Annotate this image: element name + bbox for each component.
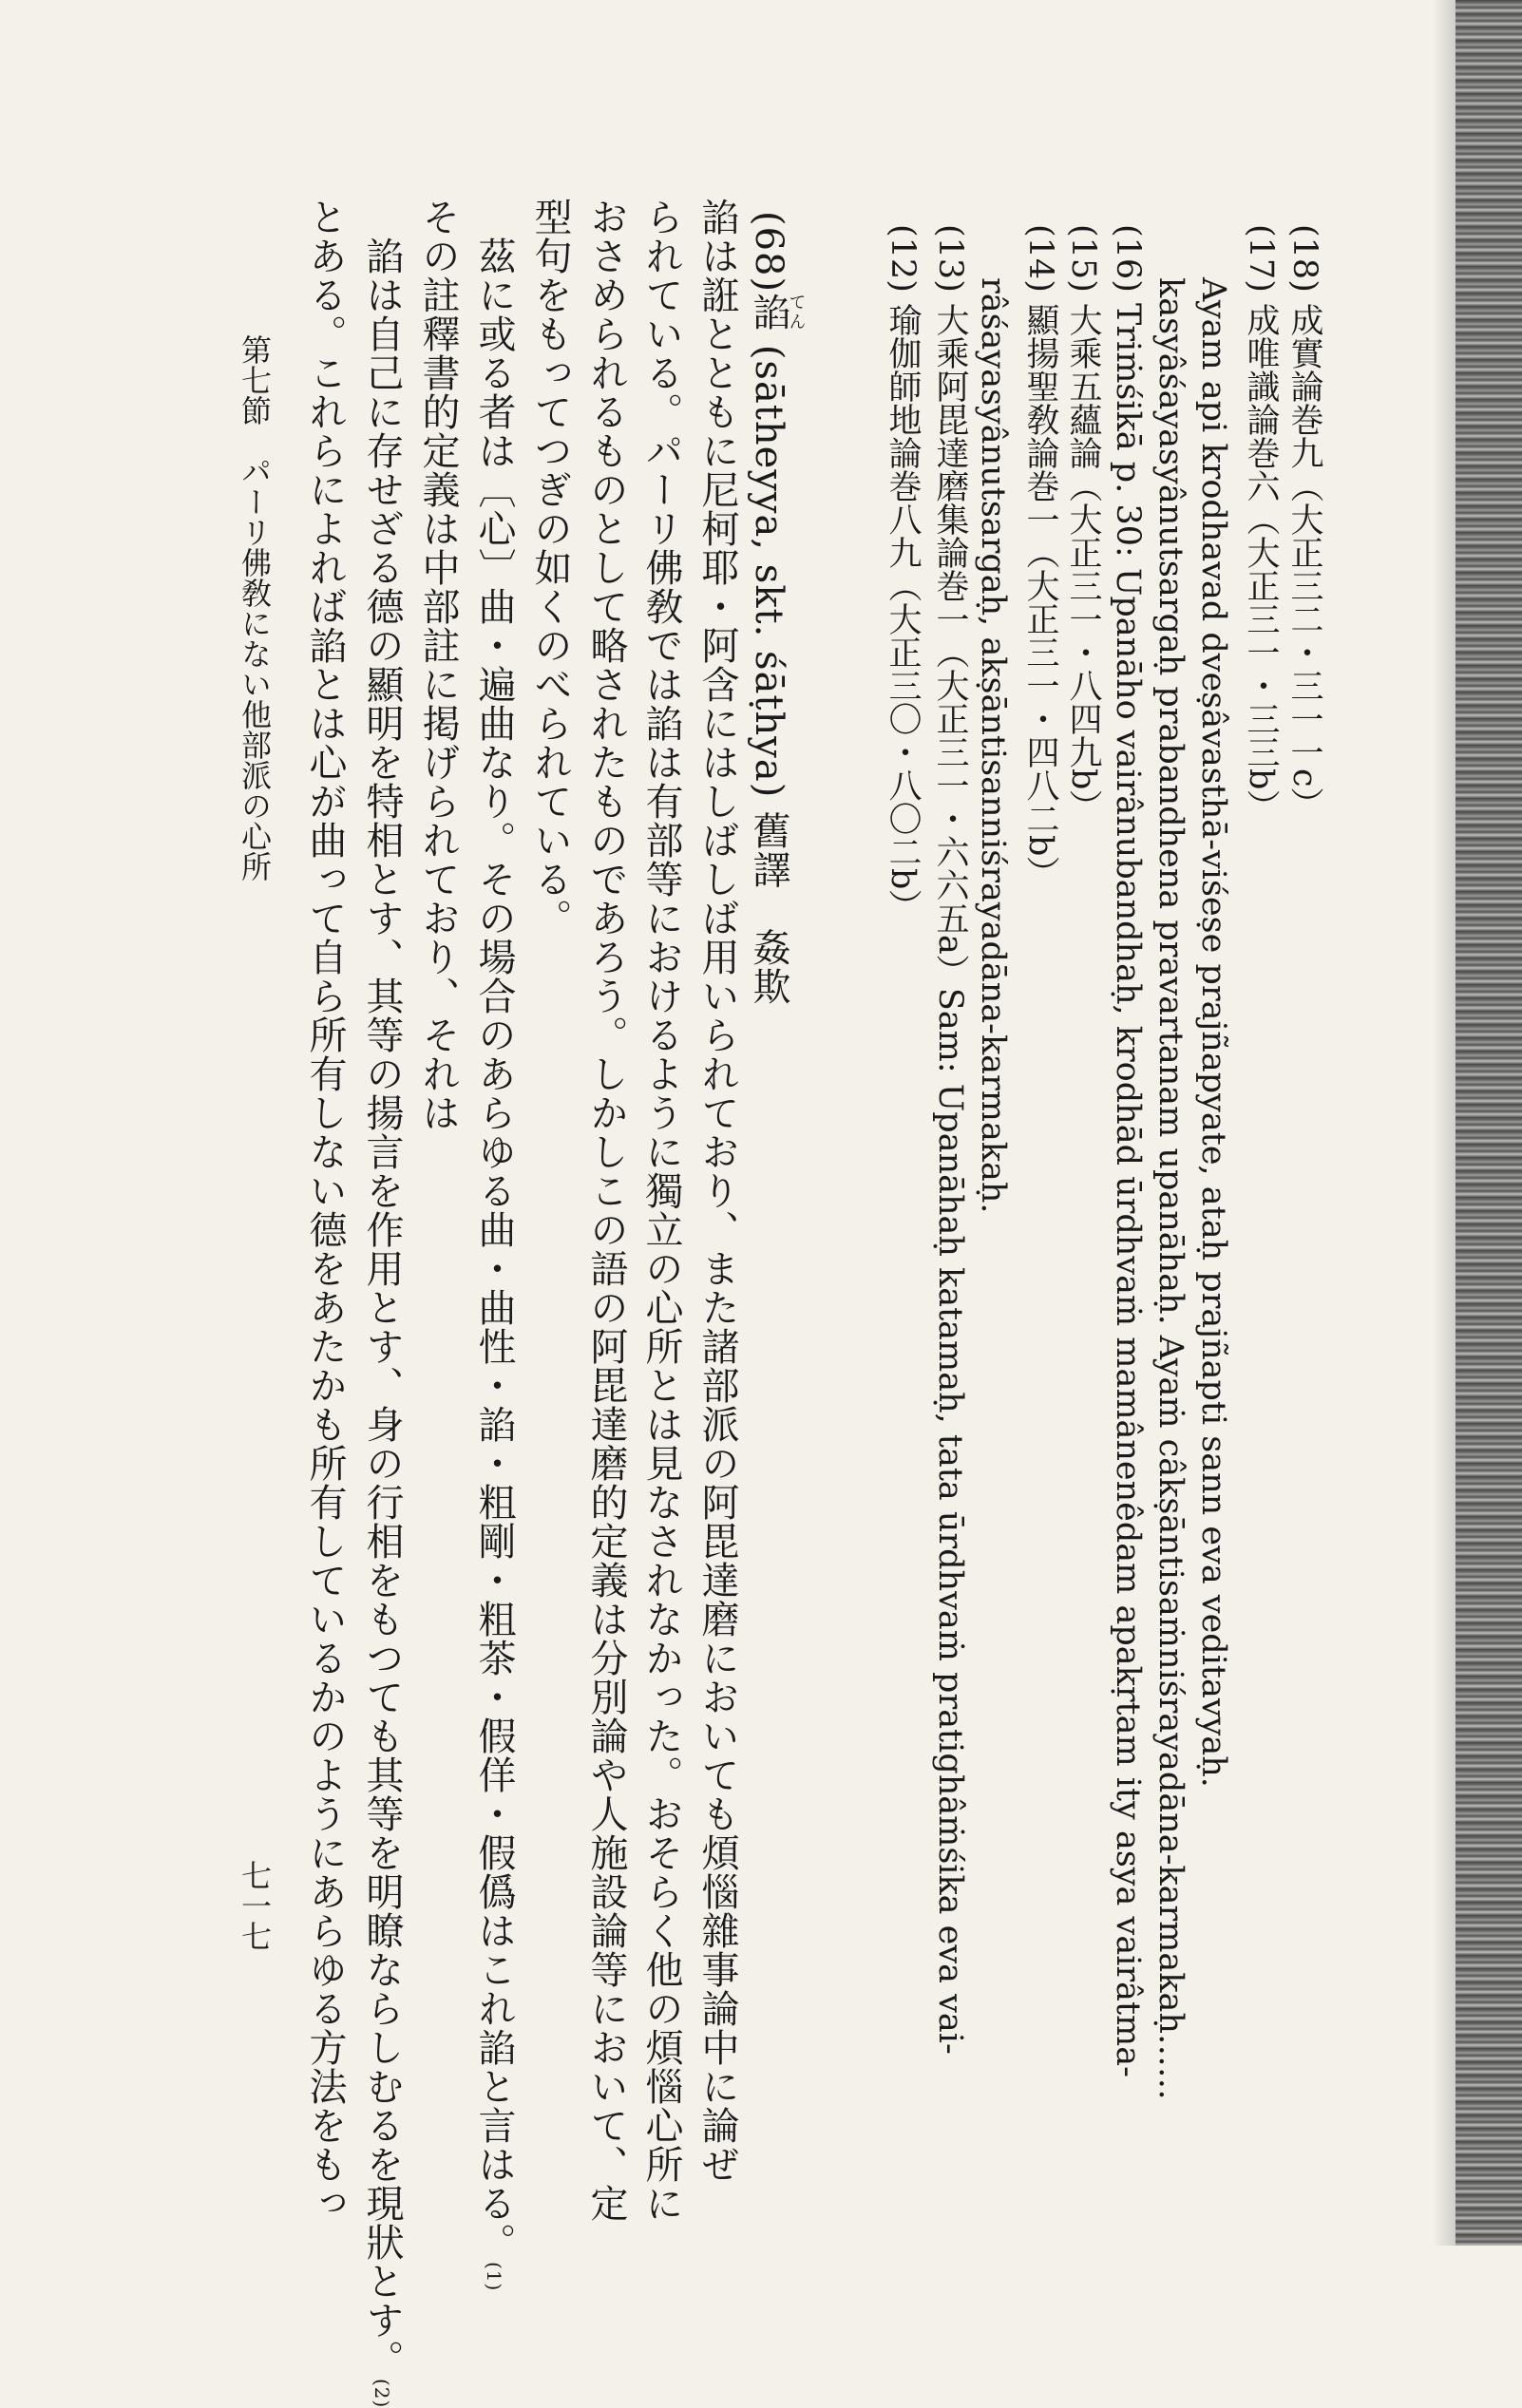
heading-term: 諂てん [747, 293, 807, 332]
section-heading [747, 211, 807, 1007]
heading-number: (68) [747, 211, 790, 294]
body-line-7: 諂は自己に存せざる德の顯明を特相とす、其等の揚言を作用とす、身の行相をもつても其等を明瞭ならしむるを現狀とす。(2) [360, 198, 404, 2408]
footnote-16-cont-1: kasyâśayasyânutsargaḥ prabandhena pravartanam upanāhaḥ. Ayaṁ câkṣāntisaṁniśrayadāna-karmakaḥ…… [1151, 277, 1189, 2100]
body-line-2: られている。パーリ佛敎では諂は有部等におけるように獨立の心所とは見なされなかった。おそらく他の煩惱心所に [639, 198, 683, 2223]
scan-edge [1455, 0, 1522, 2246]
footnote-17: (17) 成唯識論巻六（大正三一・三三b） [1242, 224, 1280, 824]
footnote-13-cont: râśayasyânutsargaḥ, akṣāntisanniśrayadāna-karmakaḥ. [974, 277, 1012, 1214]
footnote-12: (12) 瑜伽師地論巻八九（大正三〇・八〇二b） [884, 224, 922, 923]
footnote-15: (15) 大乘五蘊論（大正三一・八四九b） [1064, 224, 1102, 824]
page-number: 七一七 [237, 1860, 273, 1951]
footnote-14: (14) 顯揚聖敎論巻一（大正三一・四八二b） [1021, 224, 1059, 890]
body-line-1: 諂は誑とともに尼柯耶・阿含にはしばしば用いられており、また諸部派の阿毘達磨においても煩惱雜事論中に論ぜ [695, 198, 739, 2184]
body-line-6: その註釋書的定義は中部註に掲げられており、それは [416, 198, 460, 1132]
footnote-16-cont-2: Ayam api krodhavad dveṣâvasthā-viśeṣe prajñapyate, ataḥ prajñapti sann eva veditavyaḥ. [1194, 277, 1232, 1788]
footnote-18: (18) 成實論巻九（大正三二・三一一c） [1285, 224, 1323, 821]
superscript-2: (2) [371, 2379, 393, 2408]
body-line-4: 型句をもってつぎの如くのべられている。 [528, 198, 572, 938]
body-line-5: 茲に或る者は〔心〕曲・遍曲なり。その場合のあらゆる曲・曲性・諂・粗剛・粗茶・假佯・假僞はこれ諂と言はる。(1) [472, 198, 516, 2292]
body-line-3: おさめられるものとして略されたものであろう。しかしこの語の阿毘達磨的定義は分別論や人施設論等において、定 [584, 198, 628, 2223]
heading-rest: (sātheyya, skt. śāṭhya) 舊譯 姦欺 [747, 344, 790, 1007]
running-head: 第七節 パーリ佛敎にない他部派の心所 [237, 334, 273, 882]
footnote-16: (16) Triṁśikā p. 30: Upanāho vairânubandhaḥ, krodhād ūrdhvaṁ mamânenêdam apakṛtam ity asya vairâtma- [1109, 224, 1147, 2077]
footnote-13: (13) 大乘阿毘達磨集論巻一（大正三一・六六五a）Sam: Upanāhaḥ katamaḥ, tata ūrdhvaṁ pratighâṁśika eva vai- [931, 224, 969, 2055]
body-line-8: とある。これらによれば諂とは心が曲って自ら所有しない德をあたかも所有しているかのようにあらゆる方法をもっ [303, 198, 347, 2223]
heading-ruby: てん [786, 293, 807, 332]
superscript-1: (1) [483, 2262, 505, 2292]
